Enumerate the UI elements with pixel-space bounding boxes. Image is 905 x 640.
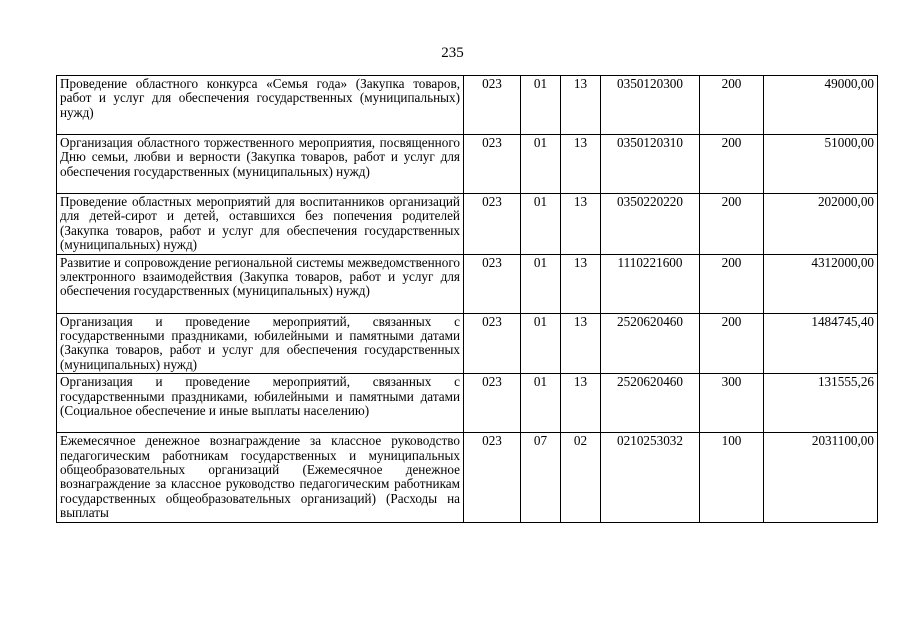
row-name: Проведение областных мероприятий для воспитанников организаций для детей-сирот и детей, оставшихся без попечения родителей (Закупка товаров, работ и услуг для обеспечения государственных (муниципальных) нужд)	[57, 194, 464, 255]
row-name: Проведение областного конкурса «Семья года» (Закупка товаров, работ и услуг для обеспечения государственных (муниципальных) нужд)	[57, 76, 464, 135]
table-row	[57, 313, 878, 374]
row-expense-type: 200	[700, 194, 764, 255]
row-amount: 1484745,40	[764, 313, 878, 374]
row-target-article: 2520620460	[601, 313, 700, 374]
row-subsection-code: 13	[561, 374, 601, 433]
row-target-article: 0350220220	[601, 194, 700, 255]
row-expense-type: 200	[700, 76, 764, 135]
row-section-code: 01	[521, 374, 561, 433]
row-name: Организация и проведение мероприятий, связанных с государственными праздниками, юбилейными и памятными датами (Закупка товаров, работ и услуг для обеспечения государственных (муниципальных) нужд)	[57, 313, 464, 374]
row-amount: 4312000,00	[764, 254, 878, 313]
row-expense-type: 100	[700, 433, 764, 522]
table-row	[57, 194, 878, 255]
row-name: Организация областного торжественного мероприятия, посвященного Дню семьи, любви и верности (Закупка товаров, работ и услуг для обеспечения государственных (муниципальных) нужд)	[57, 135, 464, 194]
row-section-code: 01	[521, 194, 561, 255]
row-ministry-code: 023	[464, 135, 521, 194]
row-target-article: 0350120300	[601, 76, 700, 135]
row-ministry-code: 023	[464, 76, 521, 135]
row-target-article: 2520620460	[601, 374, 700, 433]
row-subsection-code: 13	[561, 76, 601, 135]
row-ministry-code: 023	[464, 194, 521, 255]
row-expense-type: 200	[700, 254, 764, 313]
row-amount: 2031100,00	[764, 433, 878, 522]
row-target-article: 0350120310	[601, 135, 700, 194]
table-row	[57, 374, 878, 433]
row-target-article: 1110221600	[601, 254, 700, 313]
row-expense-type: 300	[700, 374, 764, 433]
row-ministry-code: 023	[464, 254, 521, 313]
budget-table	[56, 75, 878, 523]
row-ministry-code: 023	[464, 433, 521, 522]
row-amount: 51000,00	[764, 135, 878, 194]
row-amount: 202000,00	[764, 194, 878, 255]
table-row	[57, 76, 878, 135]
table-row	[57, 433, 878, 522]
table-row	[57, 135, 878, 194]
table-row	[57, 254, 878, 313]
row-amount: 131555,26	[764, 374, 878, 433]
row-expense-type: 200	[700, 313, 764, 374]
row-subsection-code: 13	[561, 135, 601, 194]
row-subsection-code: 13	[561, 254, 601, 313]
row-amount: 49000,00	[764, 76, 878, 135]
page-number: 235	[441, 45, 464, 61]
row-section-code: 07	[521, 433, 561, 522]
row-section-code: 01	[521, 76, 561, 135]
row-section-code: 01	[521, 135, 561, 194]
row-ministry-code: 023	[464, 374, 521, 433]
row-subsection-code: 13	[561, 313, 601, 374]
row-target-article: 0210253032	[601, 433, 700, 522]
row-subsection-code: 13	[561, 194, 601, 255]
row-subsection-code: 02	[561, 433, 601, 522]
row-section-code: 01	[521, 313, 561, 374]
row-ministry-code: 023	[464, 313, 521, 374]
row-section-code: 01	[521, 254, 561, 313]
row-name: Развитие и сопровождение региональной системы межведомственного электронного взаимодействия (Закупка товаров, работ и услуг для обеспечения государственных (муниципальных) нужд)	[57, 254, 464, 313]
row-expense-type: 200	[700, 135, 764, 194]
row-name: Организация и проведение мероприятий, связанных с государственными праздниками, юбилейными и памятными датами (Социальное обеспечение и иные выплаты населению)	[57, 374, 464, 433]
row-name: Ежемесячное денежное вознаграждение за классное руководство педагогическим работникам государственных и муниципальных общеобразовательных организаций (Ежемесячное денежное вознаграждение за классное руководство педагогическим работникам государственных общеобразовательных организаций) (Расходы на выплаты	[57, 433, 464, 522]
